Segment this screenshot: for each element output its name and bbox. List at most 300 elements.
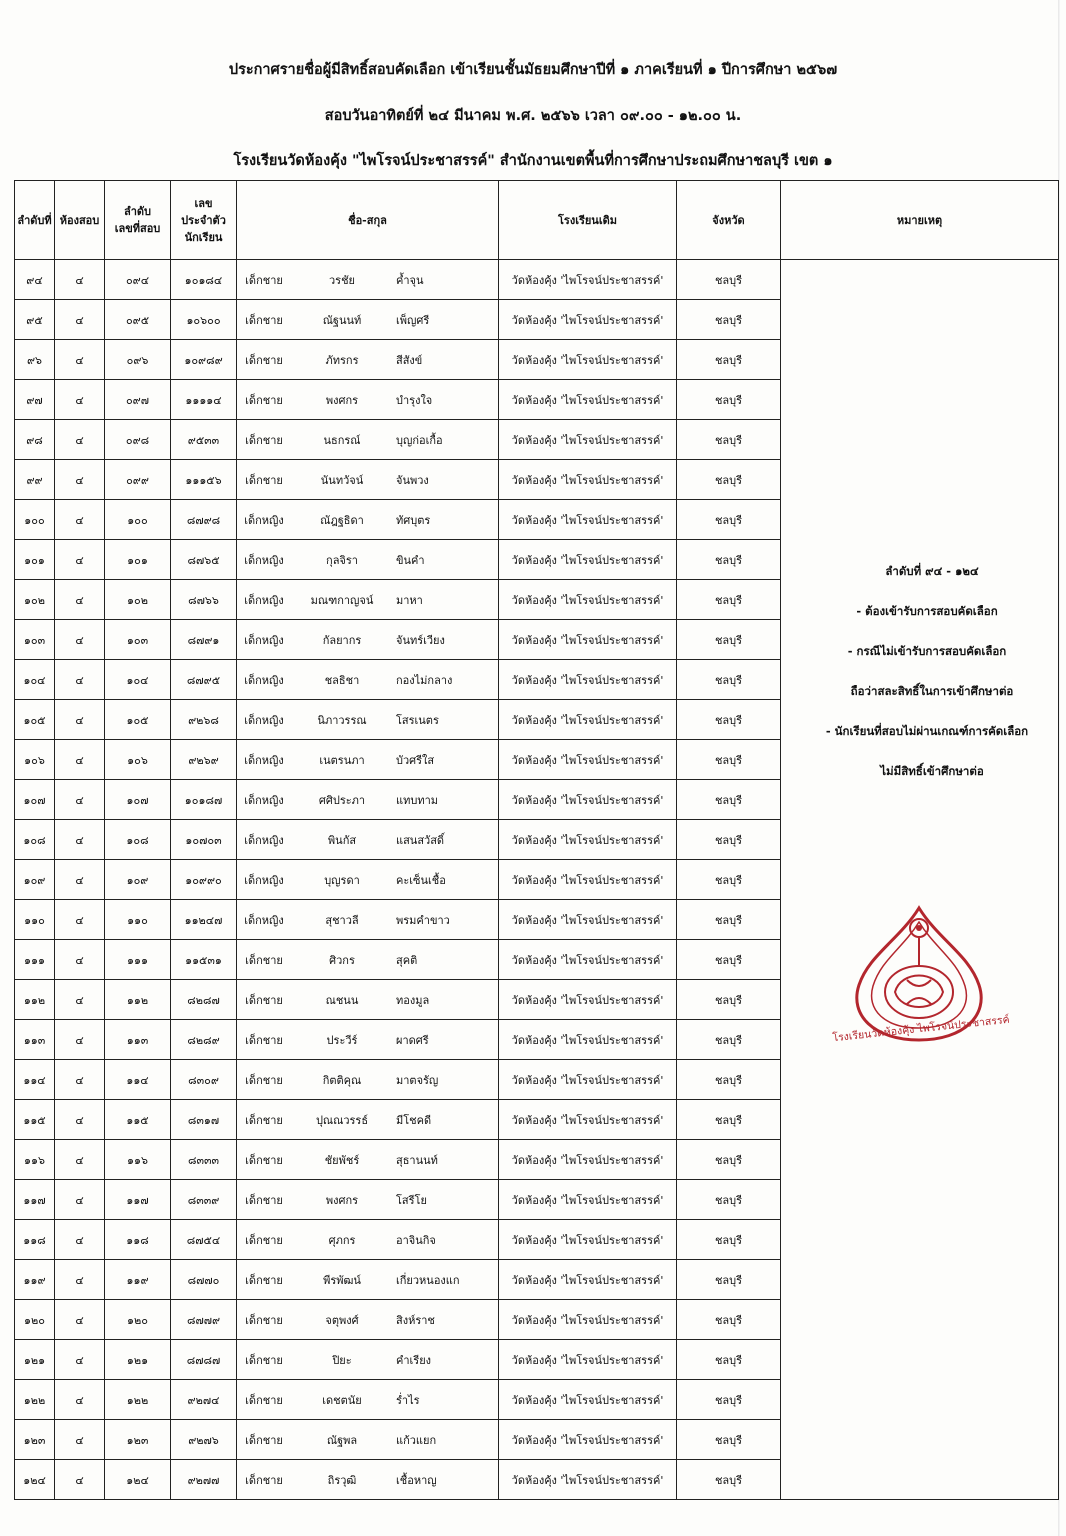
name-prefix: เด็กหญิง [244,873,284,887]
last-name: ขินคำ [396,553,425,567]
cell-room: ๔ [55,780,105,820]
header-school: โรงเรียนวัดห้องคุ้ง "ไพโรจน์ประชาสรรค์" สำนักงานเขตพื้นที่การศึกษาประถมศึกษาชลบุรี เขต ๑ [233,153,833,169]
cell-seat: ๑๑๗ [105,1180,171,1220]
cell-seat: ๑๐๑ [105,540,171,580]
first-name: ศุภกร [328,1233,356,1247]
first-name: ปุณณวรรธ์ [315,1113,369,1127]
last-name: เชื้อหาญ [396,1473,437,1487]
cell-order: ๑๒๓ [15,1420,55,1460]
cell-room: ๔ [55,820,105,860]
cell-name [237,820,499,860]
cell-order: ๑๐๙ [15,860,55,900]
cell-name [237,860,499,900]
cell-name [237,500,499,540]
cell-order: ๑๒๔ [15,1460,55,1500]
cell-order: ๑๑๖ [15,1140,55,1180]
last-name: โสรเนตร [396,713,439,727]
cell-student-id: ๘๗๕๔ [171,1220,237,1260]
cell-room: ๔ [55,380,105,420]
cell-name [237,1020,499,1060]
last-name: บำรุงใจ [396,393,433,407]
cell-order: ๑๑๙ [15,1260,55,1300]
cell-student-id: ๑๑๒๔๗ [171,900,237,940]
cell-school: วัดห้องคุ้ง 'ไพโรจน์ประชาสรรค์' [499,1420,677,1460]
cell-province: ชลบุรี [677,700,781,740]
last-name: มีโชคดี [396,1113,432,1127]
cell-room: ๔ [55,540,105,580]
cell-province: ชลบุรี [677,1060,781,1100]
name-prefix: เด็กชาย [245,1353,283,1367]
cell-room: ๔ [55,1180,105,1220]
name-prefix: เด็กชาย [245,1433,283,1447]
cell-student-id: ๑๐๗๐๓ [171,820,237,860]
cell-province: ชลบุรี [677,1220,781,1260]
cell-name [237,1180,499,1220]
cell-province: ชลบุรี [677,1100,781,1140]
cell-order: ๑๐๐ [15,500,55,540]
cell-name [237,580,499,620]
name-prefix: เด็กหญิง [244,593,284,607]
name-prefix: เด็กชาย [245,1153,283,1167]
first-name: กัลยากร [322,633,362,647]
last-name: สีสังข์ [396,353,423,367]
last-name: กองไม่กลาง [396,673,453,687]
cell-seat: ๑๒๒ [105,1380,171,1420]
cell-student-id: ๙๒๗๖ [171,1420,237,1460]
cell-order: ๑๑๔ [15,1060,55,1100]
cell-student-id: ๘๗๙๘ [171,500,237,540]
first-name: พีรพัฒน์ [323,1273,361,1287]
header-exam-date: สอบวันอาทิตย์ที่ ๒๔ มีนาคม พ.ศ. ๒๕๖๖ เวลา ๐๙.๐๐ - ๑๒.๐๐ น. [324,108,742,124]
cell-seat: ๑๒๑ [105,1340,171,1380]
cell-province: ชลบุรี [677,900,781,940]
cell-room: ๔ [55,460,105,500]
cell-order: ๙๘ [15,420,55,460]
cell-order: ๑๑๗ [15,1180,55,1220]
first-name: นันทวัจน์ [320,473,364,487]
remarks-note [787,551,1059,791]
cell-order: ๑๐๘ [15,820,55,860]
name-prefix: เด็กหญิง [244,913,284,927]
cell-room: ๔ [55,1140,105,1180]
first-name: นิภาวรรณ [317,713,367,727]
name-prefix: เด็กชาย [245,1273,283,1287]
cell-student-id: ๘๓๐๙ [171,1060,237,1100]
cell-order: ๑๒๒ [15,1380,55,1420]
cell-seat: ๐๙๕ [105,300,171,340]
cell-order: ๙๕ [15,300,55,340]
name-prefix: เด็กชาย [245,353,283,367]
first-name: ชัยพัชร์ [324,1153,360,1167]
cell-school: วัดห้องคุ้ง 'ไพโรจน์ประชาสรรค์' [499,780,677,820]
cell-province: ชลบุรี [677,1420,781,1460]
cell-school: วัดห้องคุ้ง 'ไพโรจน์ประชาสรรค์' [499,300,677,340]
cell-school: วัดห้องคุ้ง 'ไพโรจน์ประชาสรรค์' [499,1340,677,1380]
cell-province: ชลบุรี [677,860,781,900]
remark-line: - กรณีไม่เข้ารับการสอบคัดเลือก [847,644,1007,658]
col-header-school: โรงเรียนเดิม [499,181,677,260]
cell-room: ๔ [55,940,105,980]
cell-seat: ๑๒๔ [105,1460,171,1500]
remark-line: ลำดับที่ ๙๔ - ๑๒๔ [885,564,979,578]
first-name: ณชนน [325,993,359,1007]
cell-school: วัดห้องคุ้ง 'ไพโรจน์ประชาสรรค์' [499,340,677,380]
remark-line: ถือว่าสละสิทธิ์ในการเข้าศึกษาต่อ [850,684,1014,698]
cell-order: ๑๐๗ [15,780,55,820]
first-name: พินกัส [327,833,357,847]
cell-seat: ๑๑๐ [105,900,171,940]
name-prefix: เด็กชาย [245,433,283,447]
cell-seat: ๑๐๘ [105,820,171,860]
cell-province: ชลบุรี [677,940,781,980]
cell-province: ชลบุรี [677,300,781,340]
first-name: บุญรดา [324,873,360,887]
candidate-table [14,180,1059,1500]
seal-caption: โรงเรียนวัดห้องคุ้ง ไพโรจน์ประชาสรรค์ [831,1013,1011,1045]
cell-seat: ๑๐๓ [105,620,171,660]
cell-name [237,660,499,700]
cell-province: ชลบุรี [677,380,781,420]
cell-order: ๑๑๐ [15,900,55,940]
cell-province: ชลบุรี [677,340,781,380]
cell-school: วัดห้องคุ้ง 'ไพโรจน์ประชาสรรค์' [499,380,677,420]
col-header-room: ห้องสอบ [55,181,105,260]
col-header-name: ชื่อ-สกุล [237,181,499,260]
last-name: อาจินกิจ [396,1233,436,1247]
cell-student-id: ๙๒๗๗ [171,1460,237,1500]
cell-seat: ๑๐๐ [105,500,171,540]
cell-school: วัดห้องคุ้ง 'ไพโรจน์ประชาสรรค์' [499,1180,677,1220]
first-name: ชลธิชา [324,673,360,687]
cell-name [237,300,499,340]
first-name: สุชาวลี [325,913,359,927]
cell-seat: ๑๒๐ [105,1300,171,1340]
remark-line: - ต้องเข้ารับการสอบคัดเลือก [856,604,998,618]
cell-school: วัดห้องคุ้ง 'ไพโรจน์ประชาสรรค์' [499,540,677,580]
cell-student-id: ๘๗๖๖ [171,580,237,620]
cell-name [237,380,499,420]
cell-name [237,420,499,460]
cell-room: ๔ [55,1100,105,1140]
cell-student-id: ๑๑๑๑๔ [171,380,237,420]
cell-province: ชลบุรี [677,1260,781,1300]
col-header-seat: ลำดับ เลขที่สอบ [105,181,171,260]
cell-name [237,620,499,660]
cell-seat: ๑๐๕ [105,700,171,740]
cell-name [237,900,499,940]
name-prefix: เด็กชาย [245,953,283,967]
last-name: พรมคำขาว [396,913,450,927]
first-name: ถิรวุฒิ [327,1473,357,1487]
cell-order: ๑๑๑ [15,940,55,980]
cell-remark [781,260,1059,1500]
last-name: คำเรียง [396,1353,432,1367]
cell-school: วัดห้องคุ้ง 'ไพโรจน์ประชาสรรค์' [499,620,677,660]
cell-student-id: ๑๐๖๐๐ [171,300,237,340]
cell-seat: ๑๑๔ [105,1060,171,1100]
cell-school: วัดห้องคุ้ง 'ไพโรจน์ประชาสรรค์' [499,500,677,540]
cell-room: ๔ [55,420,105,460]
last-name: ทองมูล [396,993,430,1007]
cell-school: วัดห้องคุ้ง 'ไพโรจน์ประชาสรรค์' [499,820,677,860]
last-name: แสนสวัสดิ์ [396,833,445,847]
cell-room: ๔ [55,1060,105,1100]
cell-school: วัดห้องคุ้ง 'ไพโรจน์ประชาสรรค์' [499,980,677,1020]
cell-room: ๔ [55,300,105,340]
cell-seat: ๐๙๗ [105,380,171,420]
cell-school: วัดห้องคุ้ง 'ไพโรจน์ประชาสรรค์' [499,1380,677,1420]
first-name: ปิยะ [332,1353,352,1367]
cell-student-id: ๙๒๗๔ [171,1380,237,1420]
cell-seat: ๑๑๒ [105,980,171,1020]
cell-student-id: ๑๐๑๘๔ [171,260,237,300]
last-name: แก้วแยก [396,1433,437,1447]
first-name: กิตติคุณ [322,1073,362,1087]
name-prefix: เด็กชาย [245,1393,283,1407]
last-name: เกี่ยวหนองแก [396,1273,460,1287]
cell-student-id: ๑๐๙๙๐ [171,860,237,900]
cell-student-id: ๑๑๑๕๖ [171,460,237,500]
cell-school: วัดห้องคุ้ง 'ไพโรจน์ประชาสรรค์' [499,860,677,900]
cell-school: วัดห้องคุ้ง 'ไพโรจน์ประชาสรรค์' [499,1100,677,1140]
cell-school: วัดห้องคุ้ง 'ไพโรจน์ประชาสรรค์' [499,1020,677,1060]
cell-province: ชลบุรี [677,420,781,460]
cell-student-id: ๘๗๘๗ [171,1340,237,1380]
cell-order: ๙๖ [15,340,55,380]
last-name: ร่ำไร [396,1393,420,1407]
first-name: นธกรณ์ [323,433,361,447]
cell-seat: ๑๐๖ [105,740,171,780]
cell-order: ๑๐๓ [15,620,55,660]
name-prefix: เด็กชาย [245,393,283,407]
cell-student-id: ๙๒๖๘ [171,700,237,740]
cell-province: ชลบุรี [677,1140,781,1180]
cell-order: ๑๐๔ [15,660,55,700]
cell-room: ๔ [55,900,105,940]
name-prefix: เด็กหญิง [244,673,284,687]
cell-room: ๔ [55,1380,105,1420]
name-prefix: เด็กชาย [245,473,283,487]
last-name: ทัศบุตร [396,513,431,527]
cell-student-id: ๙๕๓๓ [171,420,237,460]
cell-room: ๔ [55,660,105,700]
cell-name [237,700,499,740]
cell-student-id: ๘๗๙๕ [171,660,237,700]
remark-line: ไม่มีสิทธิ์เข้าศึกษาต่อ [880,764,984,778]
cell-room: ๔ [55,1460,105,1500]
col-header-order: ลำดับที่ [15,181,55,260]
cell-room: ๔ [55,1260,105,1300]
name-prefix: เด็กชาย [245,273,283,287]
last-name: จันพวง [396,473,429,487]
last-name: มาตจรัญ [396,1073,439,1087]
name-prefix: เด็กหญิง [244,713,284,727]
cell-province: ชลบุรี [677,980,781,1020]
first-name: พงศกร [325,393,359,407]
first-name: เดชตนัย [322,1393,362,1407]
name-prefix: เด็กชาย [245,1073,283,1087]
first-name: มณฑกาญจน์ [310,593,374,607]
first-name: ศิวกร [329,953,355,967]
name-prefix: เด็กหญิง [244,513,284,527]
cell-province: ชลบุรี [677,660,781,700]
cell-order: ๙๗ [15,380,55,420]
cell-school: วัดห้องคุ้ง 'ไพโรจน์ประชาสรรค์' [499,1060,677,1100]
table-header-row [15,181,1059,260]
cell-name [237,740,499,780]
cell-student-id: ๑๑๕๓๑ [171,940,237,980]
cell-room: ๔ [55,1220,105,1260]
cell-name [237,1140,499,1180]
cell-school: วัดห้องคุ้ง 'ไพโรจน์ประชาสรรค์' [499,460,677,500]
cell-seat: ๑๑๖ [105,1140,171,1180]
cell-province: ชลบุรี [677,540,781,580]
cell-seat: ๑๑๘ [105,1220,171,1260]
cell-province: ชลบุรี [677,1300,781,1340]
first-name: ศศิประภา [318,793,366,807]
remark-line: - นักเรียนที่สอบไม่ผ่านเกณฑ์การคัดเลือก [825,724,1029,738]
cell-name [237,1380,499,1420]
cell-order: ๙๙ [15,460,55,500]
cell-province: ชลบุรี [677,460,781,500]
cell-room: ๔ [55,260,105,300]
cell-province: ชลบุรี [677,500,781,540]
last-name: แทบทาม [396,793,439,807]
cell-school: วัดห้องคุ้ง 'ไพโรจน์ประชาสรรค์' [499,1260,677,1300]
cell-province: ชลบุรี [677,260,781,300]
cell-school: วัดห้องคุ้ง 'ไพโรจน์ประชาสรรค์' [499,1300,677,1340]
name-prefix: เด็กหญิง [244,553,284,567]
cell-province: ชลบุรี [677,580,781,620]
cell-room: ๔ [55,980,105,1020]
cell-name [237,780,499,820]
cell-seat: ๑๐๒ [105,580,171,620]
cell-seat: ๐๙๖ [105,340,171,380]
cell-school: วัดห้องคุ้ง 'ไพโรจน์ประชาสรรค์' [499,740,677,780]
cell-student-id: ๘๗๖๕ [171,540,237,580]
table-row [15,260,1059,300]
cell-name [237,1060,499,1100]
cell-room: ๔ [55,1300,105,1340]
first-name: จตุพงศ์ [325,1313,359,1327]
first-name: ณัฐพล [326,1433,358,1447]
first-name: ณัฎฐธิดา [320,513,364,527]
col-header-remark: หมายเหตุ [781,181,1059,260]
last-name: บัวศรีใส [396,753,435,767]
cell-province: ชลบุรี [677,780,781,820]
cell-order: ๑๐๖ [15,740,55,780]
header-title: ประกาศรายชื่อผู้มีสิทธิ์สอบคัดเลือก เข้าเรียนชั้นมัธยมศึกษาปีที่ ๑ ภาคเรียนที่ ๑ ปีการศึกษา ๒๕๖๗ [228,62,838,78]
cell-room: ๔ [55,1020,105,1060]
last-name: สุธานนท์ [396,1153,438,1167]
last-name: มาหา [396,593,423,607]
cell-order: ๑๑๓ [15,1020,55,1060]
cell-name [237,340,499,380]
name-prefix: เด็กหญิง [244,793,284,807]
cell-student-id: ๘๓๓๓ [171,1140,237,1180]
cell-order: ๑๐๑ [15,540,55,580]
name-prefix: เด็กชาย [245,1473,283,1487]
cell-room: ๔ [55,620,105,660]
cell-name [237,1260,499,1300]
cell-province: ชลบุรี [677,1020,781,1060]
cell-student-id: ๘๓๓๙ [171,1180,237,1220]
cell-school: วัดห้องคุ้ง 'ไพโรจน์ประชาสรรค์' [499,580,677,620]
cell-province: ชลบุรี [677,1380,781,1420]
name-prefix: เด็กชาย [245,313,283,327]
cell-school: วัดห้องคุ้ง 'ไพโรจน์ประชาสรรค์' [499,660,677,700]
cell-seat: ๑๐๗ [105,780,171,820]
cell-province: ชลบุรี [677,1340,781,1380]
cell-student-id: ๘๒๘๙ [171,1020,237,1060]
name-prefix: เด็กหญิง [244,753,284,767]
cell-room: ๔ [55,1420,105,1460]
cell-seat: ๑๑๙ [105,1260,171,1300]
cell-seat: ๐๙๔ [105,260,171,300]
cell-province: ชลบุรี [677,740,781,780]
cell-province: ชลบุรี [677,620,781,660]
cell-order: ๑๑๕ [15,1100,55,1140]
col-header-province: จังหวัด [677,181,781,260]
cell-school: วัดห้องคุ้ง 'ไพโรจน์ประชาสรรค์' [499,420,677,460]
first-name: กุลจิรา [326,553,358,567]
cell-school: วัดห้องคุ้ง 'ไพโรจน์ประชาสรรค์' [499,700,677,740]
cell-seat: ๑๐๙ [105,860,171,900]
cell-room: ๔ [55,860,105,900]
cell-room: ๔ [55,700,105,740]
name-prefix: เด็กชาย [245,1233,283,1247]
cell-room: ๔ [55,1340,105,1380]
cell-order: ๑๒๑ [15,1340,55,1380]
cell-student-id: ๙๒๖๙ [171,740,237,780]
name-prefix: เด็กหญิง [244,833,284,847]
cell-seat: ๐๙๘ [105,420,171,460]
cell-name [237,540,499,580]
cell-order: ๙๔ [15,260,55,300]
cell-name [237,1100,499,1140]
last-name: เพ็ญศรี [396,313,430,327]
cell-student-id: ๘๗๗๐ [171,1260,237,1300]
name-prefix: เด็กหญิง [244,633,284,647]
cell-student-id: ๑๐๙๘๙ [171,340,237,380]
cell-seat: ๑๒๓ [105,1420,171,1460]
last-name: คะเซ็นเชื้อ [396,873,446,887]
cell-student-id: ๑๐๑๘๗ [171,780,237,820]
cell-order: ๑๑๒ [15,980,55,1020]
cell-school: วัดห้องคุ้ง 'ไพโรจน์ประชาสรรค์' [499,940,677,980]
cell-order: ๑๐๕ [15,700,55,740]
cell-province: ชลบุรี [677,1460,781,1500]
cell-room: ๔ [55,580,105,620]
last-name: บุญก่อเกื้อ [396,433,443,447]
cell-seat: ๐๙๙ [105,460,171,500]
cell-seat: ๑๑๑ [105,940,171,980]
cell-school: วัดห้องคุ้ง 'ไพโรจน์ประชาสรรค์' [499,1220,677,1260]
last-name: โสรีโย [396,1193,427,1207]
last-name: สุคติ [396,953,418,967]
cell-school: วัดห้องคุ้ง 'ไพโรจน์ประชาสรรค์' [499,1140,677,1180]
cell-student-id: ๘๒๘๗ [171,980,237,1020]
cell-order: ๑๒๐ [15,1300,55,1340]
cell-name [237,940,499,980]
first-name: ณัฐนนท์ [322,313,362,327]
col-header-student-id: เลข ประจำตัว นักเรียน [171,181,237,260]
cell-order: ๑๑๘ [15,1220,55,1260]
name-prefix: เด็กชาย [245,1193,283,1207]
cell-seat: ๑๐๔ [105,660,171,700]
cell-school: วัดห้องคุ้ง 'ไพโรจน์ประชาสรรค์' [499,1460,677,1500]
cell-province: ชลบุรี [677,820,781,860]
